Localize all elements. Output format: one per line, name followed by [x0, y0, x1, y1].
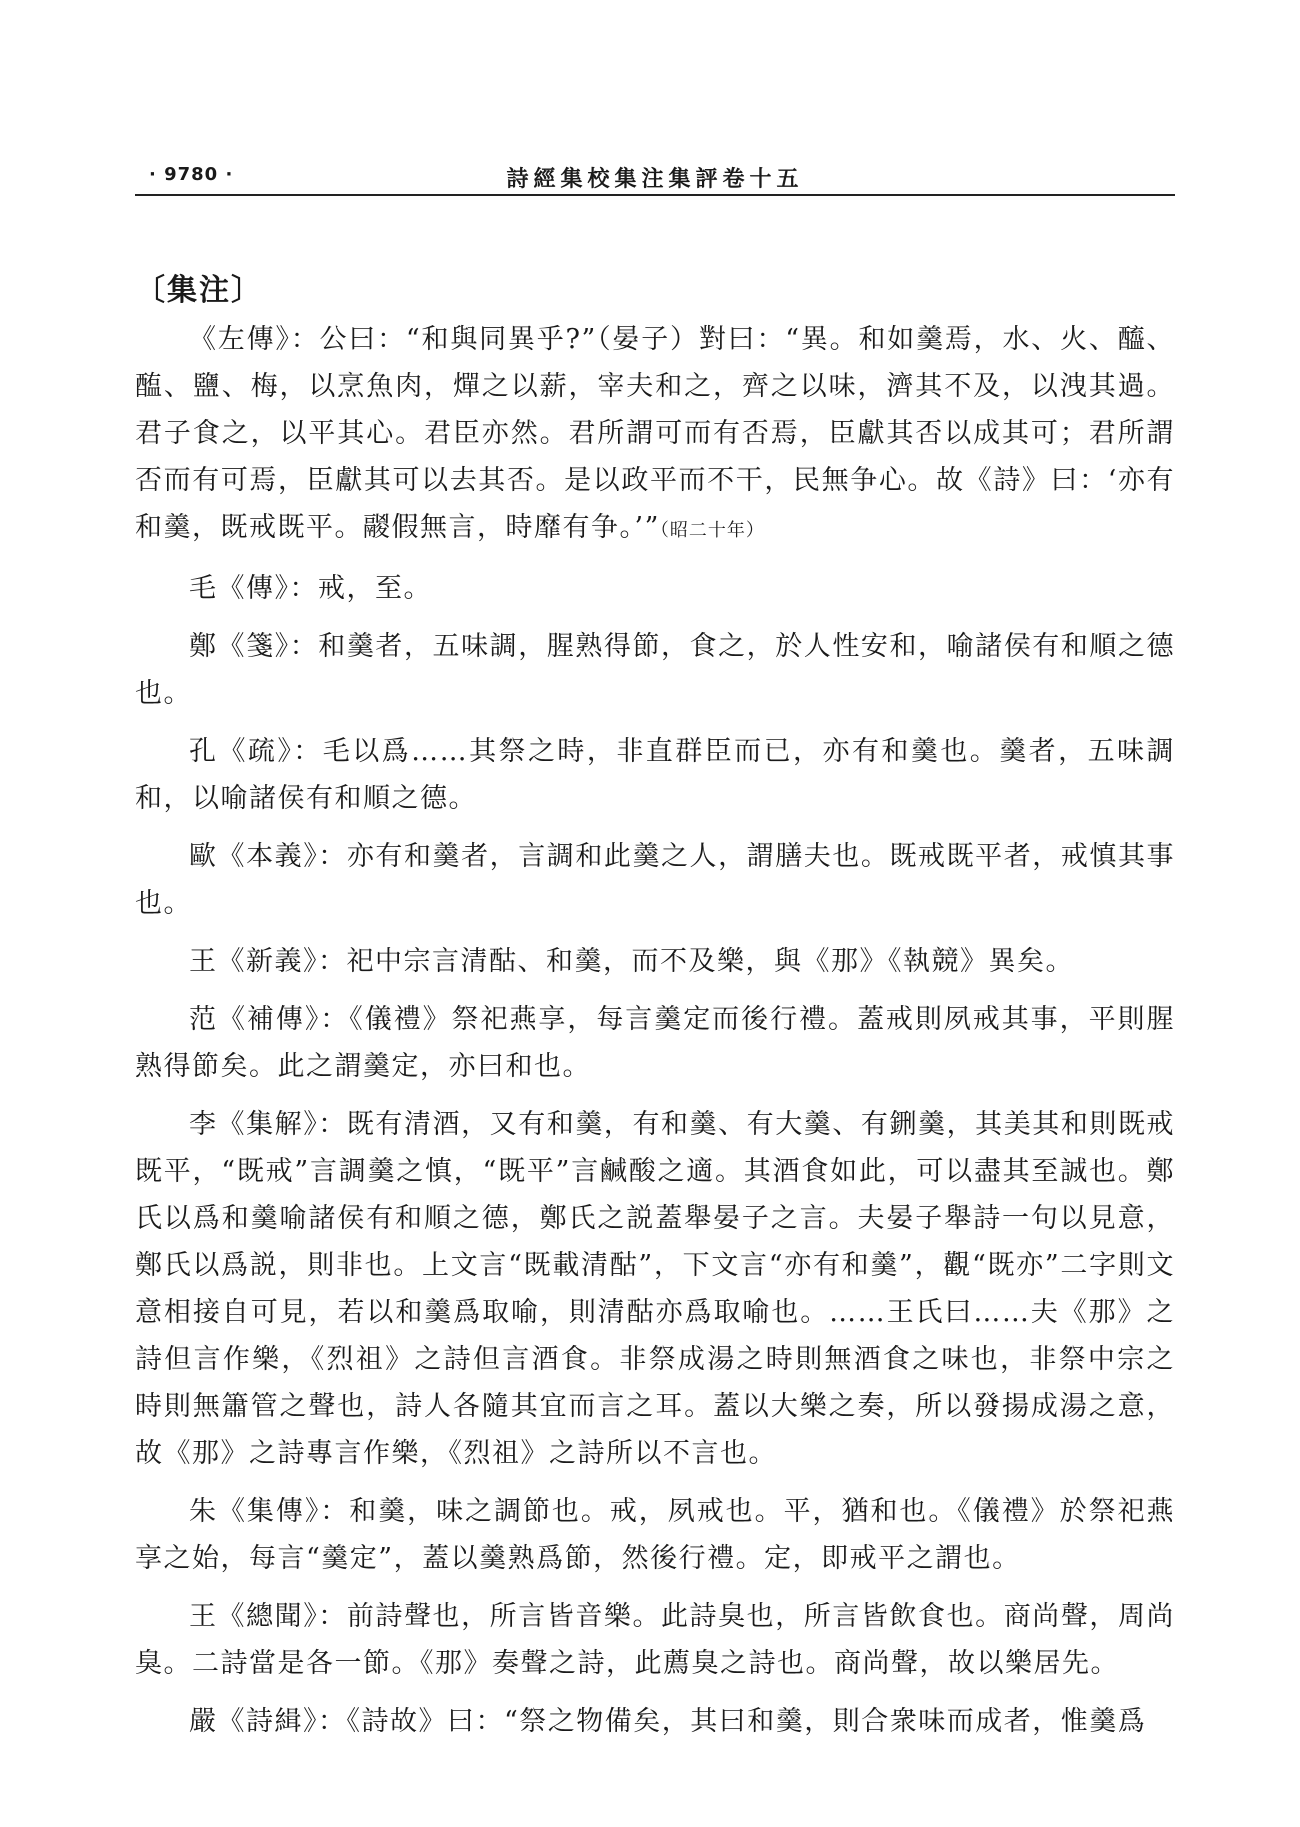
commentary-body	[135, 316, 1175, 1745]
page-header	[135, 158, 1175, 198]
header-rule	[135, 194, 1175, 196]
paragraph-fan-buzhuan: 范《補傳》：《儀禮》祭祀燕享，每言羹定而後行禮。蓋戒則夙戒其事，平則腥熟得節矣。此之謂羹定，亦曰和也。	[135, 1004, 1175, 1082]
paragraph-ou-benyi: 歐《本義》：亦有和羹者，言調和此羹之人，謂膳夫也。既戒既平者，戒慎其事也。	[135, 841, 1175, 919]
paragraph-kong-shu: 孔《疏》：毛以爲……其祭之時，非直群臣而已，亦有和羹也。羹者，五味調和，以喻諸侯有和順之德。	[135, 736, 1175, 814]
paragraph-text: 《左傳》：公曰：“和與同異乎?”（晏子）對曰：“異。和如羹焉，水、火、醯、醢、鹽、梅，以烹魚肉，燀之以薪，宰夫和之，齊之以味，濟其不及，以洩其過。君子食之，以平其心。君臣亦然。君所謂可而有否焉，臣獻其否以成其可；君所謂否而有可焉，臣獻其可以去其否。是以政平而不干，民無争心。故《詩》曰：‘亦有和羹，既戒既平。鬷假無言，時靡有争。’”	[135, 324, 1175, 543]
paragraph-zheng-jian: 鄭《箋》：和羹者，五味調，腥熟得節，食之，於人性安和，喻諸侯有和順之德也。	[135, 631, 1175, 709]
page-number: · 9780 ·	[149, 164, 234, 185]
citation-note: （昭二十年）	[659, 520, 765, 541]
paragraph-zuozhuan	[135, 316, 1175, 554]
paragraph-mao-zhuan: 毛《傳》：戒，至。	[189, 573, 432, 604]
paragraph-li-jijie: 李《集解》：既有清酒，又有和羹，有和羹、有大羹、有鉶羹，其美其和則既戒既平，“既戒”言調羹之慎，“既平”言鹹酸之適。其酒食如此，可以盡其至誠也。鄭氏以爲和羹喻諸侯有和順之德，鄭氏之説蓋舉晏子之言。夫晏子舉詩一句以見意，鄭氏以爲説，則非也。上文言“既載清酤”，下文言“亦有和羹”，觀“既亦”二字則文意相接自可見，若以和羹爲取喻，則清酤亦爲取喻也。……王氏曰……夫《那》之詩但言作樂，《烈祖》之詩但言酒食。非祭成湯之時則無酒食之味也，非祭中宗之時則無簫管之聲也，詩人各隨其宜而言之耳。蓋以大樂之奏，所以發揚成湯之意，故《那》之詩專言作樂，《烈祖》之詩所以不言也。	[135, 1109, 1175, 1469]
paragraph-zhu-jizhuan: 朱《集傳》：和羹，味之調節也。戒，夙戒也。平，猶和也。《儀禮》於祭祀燕享之始，每言“羹定”，蓋以羹熟爲節，然後行禮。定，即戒平之謂也。	[135, 1496, 1175, 1574]
section-heading: 〔集注〕	[135, 273, 263, 308]
paragraph-wang-zongwen: 王《總聞》：前詩聲也，所言皆音樂。此詩臭也，所言皆飲食也。商尚聲，周尚臭。二詩當是各一節。《那》奏聲之詩，此薦臭之詩也。商尚聲，故以樂居先。	[135, 1601, 1175, 1679]
paragraph-yan-shiji: 嚴《詩緝》：《詩故》曰：“祭之物備矣，其曰和羹，則合衆味而成者，惟羹爲	[189, 1706, 1147, 1737]
paragraph-wang-xinyi: 王《新義》：祀中宗言清酤、和羹，而不及樂，與《那》《執競》異矣。	[189, 946, 1074, 977]
running-title: 詩經集校集注集評卷十五	[506, 166, 804, 192]
